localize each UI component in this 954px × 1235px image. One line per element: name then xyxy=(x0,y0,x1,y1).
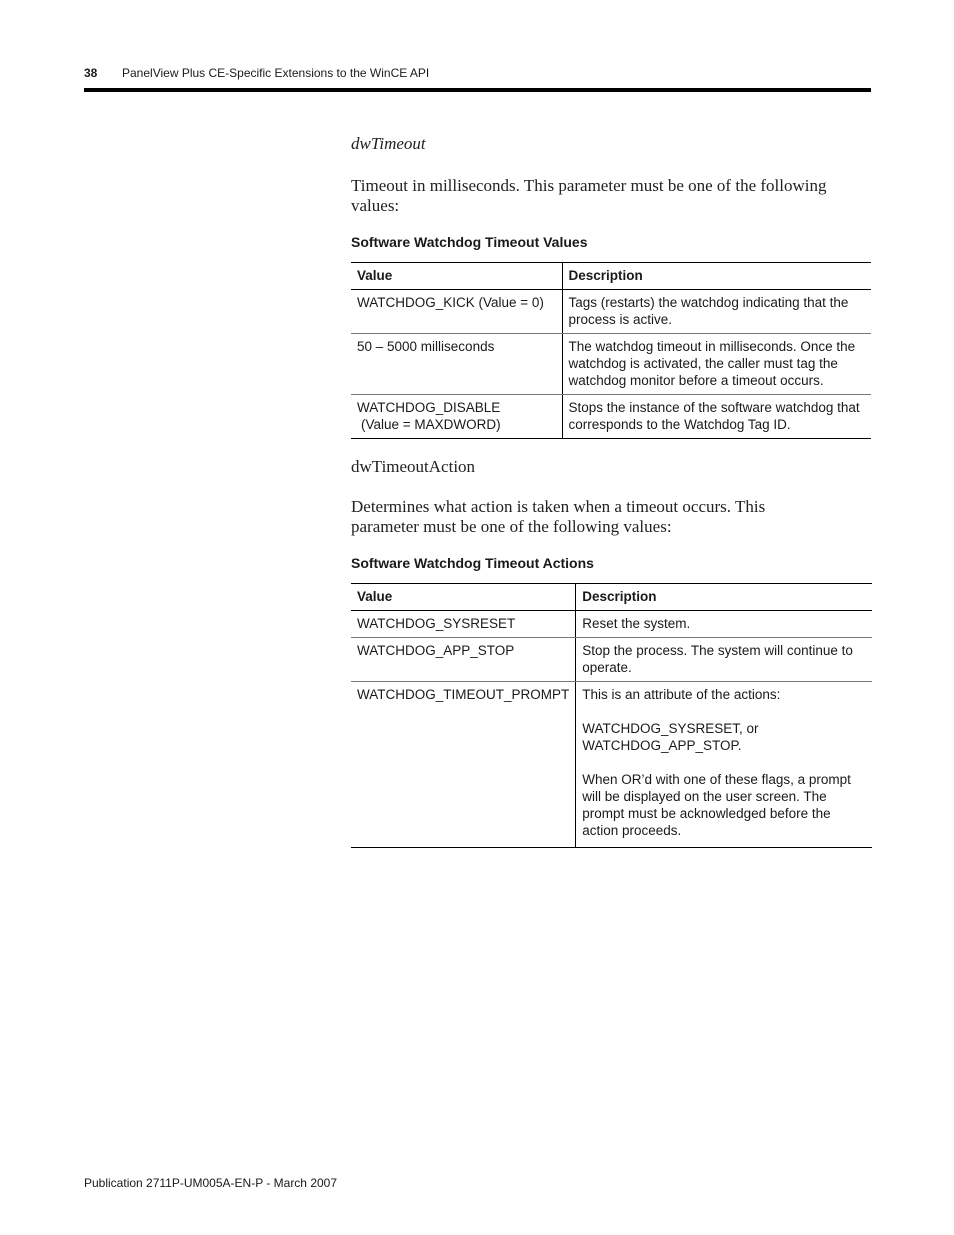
table-row xyxy=(351,638,872,682)
description-cell: The watchdog timeout in milliseconds. Once the watchdog is activated, the caller must tag the watchdog monitor before a timeout occurs. xyxy=(562,334,871,395)
description-cell xyxy=(576,611,872,638)
table-header-row xyxy=(351,263,871,290)
value-cell: WATCHDOG_KICK (Value = 0) xyxy=(351,290,562,334)
param-dwtimeoutaction-name: dwTimeoutAction xyxy=(351,457,476,476)
value-line: (Value = MAXDWORD) xyxy=(361,417,501,432)
table-header-row xyxy=(351,584,872,611)
running-title: PanelView Plus CE-Specific Extensions to the WinCE API xyxy=(122,66,430,80)
param-dwtimeout-name: dwTimeout xyxy=(351,134,426,153)
value-cell: WATCHDOG_TIMEOUT_PROMPT xyxy=(351,682,576,848)
table1-caption: Software Watchdog Timeout Values xyxy=(351,234,588,250)
description-paragraph: Stop the process. The system will continue to operate. xyxy=(582,643,853,675)
timeout-values-table xyxy=(351,262,871,439)
value-cell: 50 – 5000 milliseconds xyxy=(351,334,562,395)
column-header-description: Description xyxy=(576,584,872,611)
column-header-value: Value xyxy=(351,263,562,290)
param-dwtimeout-description: Timeout in milliseconds. This parameter must be one of the following values: xyxy=(351,176,827,215)
value-line: WATCHDOG_DISABLE xyxy=(357,400,501,415)
param-dwtimeoutaction-description: Determines what action is taken when a timeout occurs. This parameter must be one of the following values: xyxy=(351,497,766,536)
table-row xyxy=(351,611,872,638)
table-row xyxy=(351,682,872,848)
timeout-actions-table xyxy=(351,583,872,848)
description-cell: Tags (restarts) the watchdog indicating that the process is active. xyxy=(562,290,871,334)
header-rule xyxy=(84,88,871,92)
column-header-description: Description xyxy=(562,263,871,290)
description-paragraph: When OR’d with one of these flags, a prompt will be displayed on the user screen. The prompt must be acknowledged before the action proceeds. xyxy=(582,772,851,838)
table-row xyxy=(351,395,871,439)
description-paragraph: This is an attribute of the actions: xyxy=(582,687,781,702)
table-row xyxy=(351,334,871,395)
page-number: 38 xyxy=(84,66,98,80)
table-row xyxy=(351,290,871,334)
description-paragraph: Reset the system. xyxy=(582,616,691,631)
column-header-value: Value xyxy=(351,584,576,611)
value-cell: WATCHDOG_APP_STOP xyxy=(351,638,576,682)
description-paragraph: WATCHDOG_SYSRESET, or WATCHDOG_APP_STOP. xyxy=(582,721,759,753)
description-cell: Stops the instance of the software watchdog that corresponds to the Watchdog Tag ID. xyxy=(562,395,871,439)
footer-publication: Publication 2711P-UM005A-EN-P - March 2007 xyxy=(84,1176,338,1190)
value-cell xyxy=(351,395,562,439)
description-cell xyxy=(576,682,872,848)
table2-caption: Software Watchdog Timeout Actions xyxy=(351,555,594,571)
description-cell xyxy=(576,638,872,682)
value-cell: WATCHDOG_SYSRESET xyxy=(351,611,576,638)
